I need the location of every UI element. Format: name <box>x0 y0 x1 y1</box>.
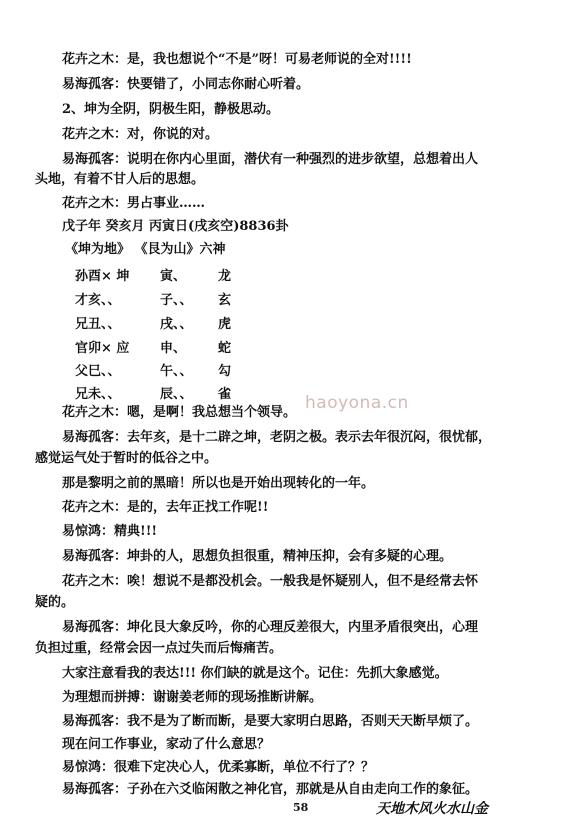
dialogue-line-15: 花卉之木：唉！想说不是都没机会。一般我是怀疑别人，但不是经常去怀 <box>62 574 479 589</box>
hexagram-cell: 玄 <box>218 293 232 308</box>
hexagram-cell: 官卯× 应 <box>75 341 130 356</box>
hexagram-cell: 龙 <box>218 269 232 284</box>
dialogue-line-18: 负担过重，经常会因一点过失而后悔痛苦。 <box>35 641 283 656</box>
dialogue-line-6: 头地，有着不甘人后的思想。 <box>35 172 205 187</box>
hexagram-cell: 戌、、 <box>160 317 193 332</box>
dialogue-line-7: 花卉之木：男占事业…… <box>62 196 206 211</box>
hexagram-cell: 兄丑、、 <box>75 317 121 332</box>
hexagram-cell: 虎 <box>218 317 232 332</box>
dialogue-line-21: 易海孤客：我不是为了断而断，是要大家明白思路，否则天天断早烦了。 <box>62 714 479 729</box>
hexagram-cell: 午、、 <box>160 364 193 379</box>
dialogue-line-20: 为理想而拼搏：谢谢姜老师的现场推断讲解。 <box>62 690 323 705</box>
hexagram-title-line: 《坤为地》 《艮为山》六神 <box>65 242 226 257</box>
dialogue-line-4: 花卉之木：对，你说的对。 <box>62 127 219 142</box>
dialogue-line-9: 易海孤客：去年亥，是十二辟之坤，老阴之极。表示去年很沉闷，很忧郁， <box>62 430 492 445</box>
dialogue-line-22: 现在问工作事业，家动了什么意思？ <box>62 737 271 752</box>
watermark: haoyona.cn <box>305 393 409 413</box>
dialogue-line-13: 易惊鸿：精典!!! <box>62 524 158 539</box>
dialogue-line-3: 2、坤为全阴，阴极生阳，静极思动。 <box>62 102 280 117</box>
hexagram-cell: 子、、 <box>160 293 193 308</box>
dialogue-line-1: 花卉之木：是，我也想说个“不是”呀！可易老师说的全对!!!! <box>62 52 412 67</box>
hexagram-cell: 孙酉× 坤 <box>75 269 130 284</box>
dialogue-line-19: 大家注意看我的表达!!! 你们缺的就是这个。记住：先抓大象感觉。 <box>62 666 448 681</box>
dialogue-line-10: 感觉运气处于暂时的低谷之中。 <box>35 451 218 466</box>
hexagram-cell: 雀 <box>218 387 232 402</box>
hexagram-cell: 父巳、、 <box>75 364 121 379</box>
hexagram-cell: 寅、 <box>160 269 187 284</box>
page-number: 58 <box>293 801 309 814</box>
dialogue-line-23: 易惊鸿：很难下定决心人，优柔寡断，单位不行了？？ <box>62 760 375 775</box>
dialogue-line-24: 易海孤客：子孙在六爻临闲散之神化官，那就是从自由走向工作的象征。 <box>62 782 479 797</box>
dialogue-line-2: 易海孤客：快要错了，小同志你耐心听着。 <box>62 77 310 92</box>
hexagram-cell: 才亥、、 <box>75 293 121 308</box>
dialogue-line-17: 易海孤客：坤化艮大象反吟，你的心理反差很大，内里矛盾很突出，心理 <box>62 620 479 635</box>
book-title: 天地木风火水山金 <box>376 801 488 817</box>
dialogue-line-16: 疑的。 <box>35 595 75 610</box>
hexagram-cell: 勾 <box>218 364 232 379</box>
hexagram-cell: 兄未、、 <box>75 387 121 402</box>
dialogue-line-14: 易海孤客：坤卦的人，思想负担很重，精神压抑，会有多疑的心理。 <box>62 549 453 564</box>
dialogue-line-11: 那是黎明之前的黑暗！所以也是开始出现转化的一年。 <box>62 476 375 491</box>
hexagram-cell: 辰、、 <box>160 387 193 402</box>
dialogue-line-12: 花卉之木：是的，去年正找工作呢!! <box>62 500 269 515</box>
hexagram-date-line: 戊子年 癸亥月 丙寅日(戌亥空)8836卦 <box>62 219 289 234</box>
dialogue-line-8: 花卉之木：嗯，是啊！我总想当个领导。 <box>62 405 297 420</box>
hexagram-cell: 申、 <box>160 341 187 356</box>
hexagram-cell: 蛇 <box>218 341 232 356</box>
dialogue-line-5: 易海孤客：说明在你内心里面，潜伏有一种强烈的进步欲望，总想着出人 <box>62 152 479 167</box>
